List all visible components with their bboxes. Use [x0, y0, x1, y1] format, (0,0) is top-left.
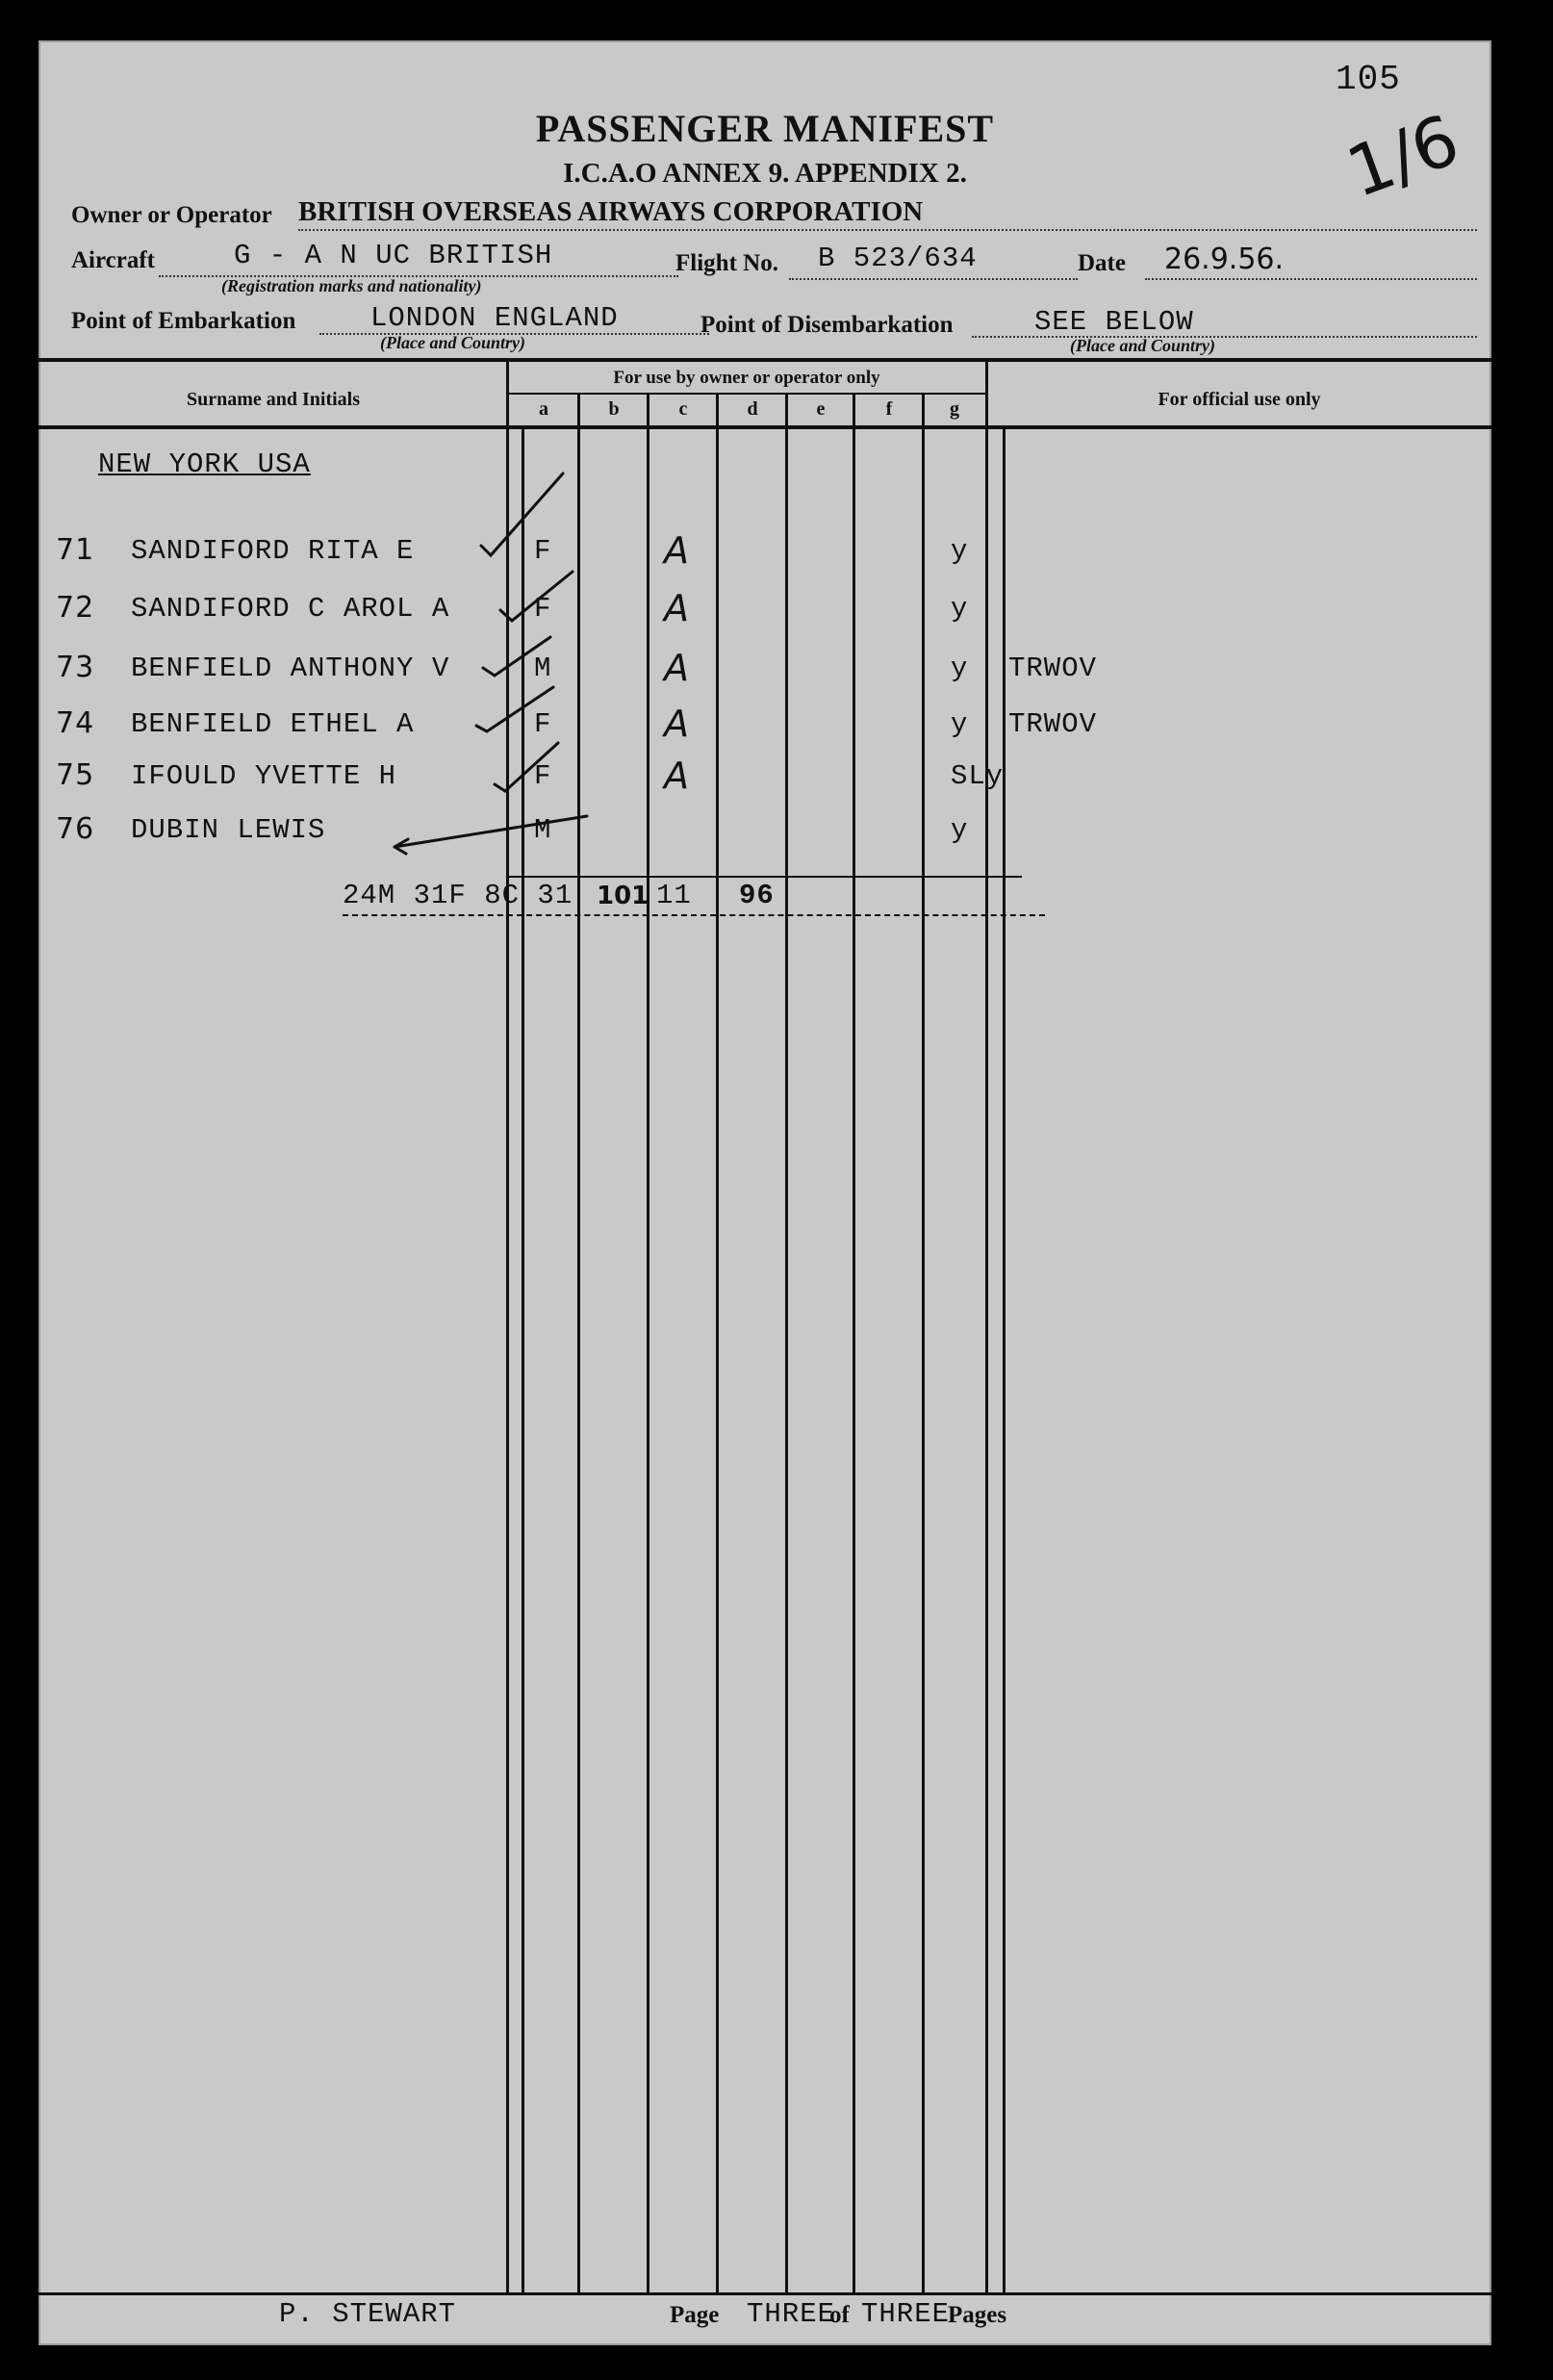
mark-c: A	[664, 703, 690, 745]
of-value: THREE	[861, 2298, 951, 2330]
row-number: 73	[56, 651, 95, 684]
prepared-by: P. STEWART	[279, 2298, 457, 2330]
flag-g: y	[951, 814, 969, 846]
owner-value: BRITISH OVERSEAS AIRWAYS CORPORATION	[298, 196, 924, 227]
passenger-sex: F	[534, 535, 552, 567]
totals-b: 101	[597, 882, 649, 910]
of-label: of	[829, 2302, 850, 2328]
check-mark-icon	[495, 743, 558, 791]
check-mark-icon	[481, 473, 563, 555]
col-surname-header: Surname and Initials	[186, 389, 361, 410]
manifest-title: PASSENGER MANIFEST	[535, 107, 995, 150]
destination-label: NEW YORK USA	[98, 448, 311, 480]
col-letter-b: b	[608, 398, 620, 420]
check-marks	[38, 40, 1491, 1003]
col-official-header: For official use only	[1158, 389, 1321, 410]
passenger-name: SANDIFORD C AROL A	[131, 593, 450, 625]
col-operator-group-header: For use by owner or operator only	[613, 368, 880, 388]
passenger-name: BENFIELD ETHEL A	[131, 708, 415, 740]
page-label: Page	[670, 2302, 720, 2328]
page-value: THREE	[747, 2298, 836, 2330]
flight-label: Flight No.	[675, 250, 778, 276]
totals-c: 11	[656, 880, 692, 911]
check-mark-icon	[483, 637, 550, 676]
page-number: 105	[1336, 60, 1401, 99]
date-label: Date	[1078, 250, 1126, 276]
passenger-sex: F	[534, 708, 552, 740]
flag-g: y	[951, 708, 969, 740]
flag-g: y	[951, 535, 969, 567]
official-note: TRWOV	[1008, 708, 1098, 740]
row-number: 75	[56, 758, 95, 792]
aircraft-caption: (Registration marks and nationality)	[221, 276, 482, 295]
table-bottom-rule	[38, 2292, 1491, 2295]
disembark-value: SEE BELOW	[1034, 306, 1194, 338]
pages-label: Pages	[948, 2302, 1007, 2328]
totals-top-rule	[506, 876, 1022, 878]
corner-note: 1/6	[1337, 98, 1469, 214]
row-number: 71	[56, 533, 95, 567]
passenger-sex: M	[534, 814, 552, 846]
manifest-sheet	[38, 40, 1491, 2345]
totals-summary: 24M 31F 8C 31	[343, 880, 573, 911]
row-number: 76	[56, 812, 95, 846]
totals-d: 96	[739, 880, 775, 911]
embark-caption: (Place and Country)	[380, 333, 525, 352]
col-letter-a: a	[539, 398, 548, 420]
flag-g: y	[951, 593, 969, 625]
passenger-name: BENFIELD ANTHONY V	[131, 653, 450, 684]
col-letter-c: c	[678, 398, 688, 420]
passenger-name: DUBIN LEWIS	[131, 814, 326, 846]
passenger-name: SANDIFORD RITA E	[131, 535, 415, 567]
passenger-sex: M	[534, 653, 552, 684]
date-value: 26.9.56.	[1164, 243, 1285, 276]
mark-c: A	[664, 529, 690, 572]
col-letter-f: f	[885, 398, 893, 420]
disembark-caption: (Place and Country)	[1070, 336, 1215, 355]
passenger-sex: F	[534, 593, 552, 625]
embark-value: LONDON ENGLAND	[370, 302, 619, 334]
row-number: 72	[56, 591, 95, 625]
flight-value: B 523/634	[818, 243, 978, 274]
check-mark-icon	[476, 687, 553, 731]
manifest-subtitle: I.C.A.O ANNEX 9. APPENDIX 2.	[563, 158, 967, 189]
owner-label: Owner or Operator	[71, 202, 272, 228]
mark-c: A	[664, 587, 690, 629]
passenger-sex: F	[534, 760, 552, 792]
col-letter-d: d	[747, 398, 758, 420]
mark-c: A	[664, 755, 690, 797]
col-letter-g: g	[950, 398, 959, 420]
col-letter-e: e	[816, 398, 826, 420]
aircraft-value: G - A N UC BRITISH	[234, 240, 553, 271]
check-mark-icon	[500, 572, 573, 621]
totals-underline	[343, 914, 1045, 916]
disembark-label: Point of Disembarkation	[700, 312, 954, 338]
mark-c: A	[664, 647, 690, 689]
flag-g: y	[951, 653, 969, 684]
passenger-name: IFOULD YVETTE H	[131, 760, 397, 792]
official-note: TRWOV	[1008, 653, 1098, 684]
strike-arrow-icon	[395, 816, 587, 847]
row-number: 74	[56, 706, 95, 740]
aircraft-label: Aircraft	[71, 247, 155, 273]
flag-g: SLy	[951, 760, 1005, 792]
embark-label: Point of Embarkation	[71, 308, 296, 334]
